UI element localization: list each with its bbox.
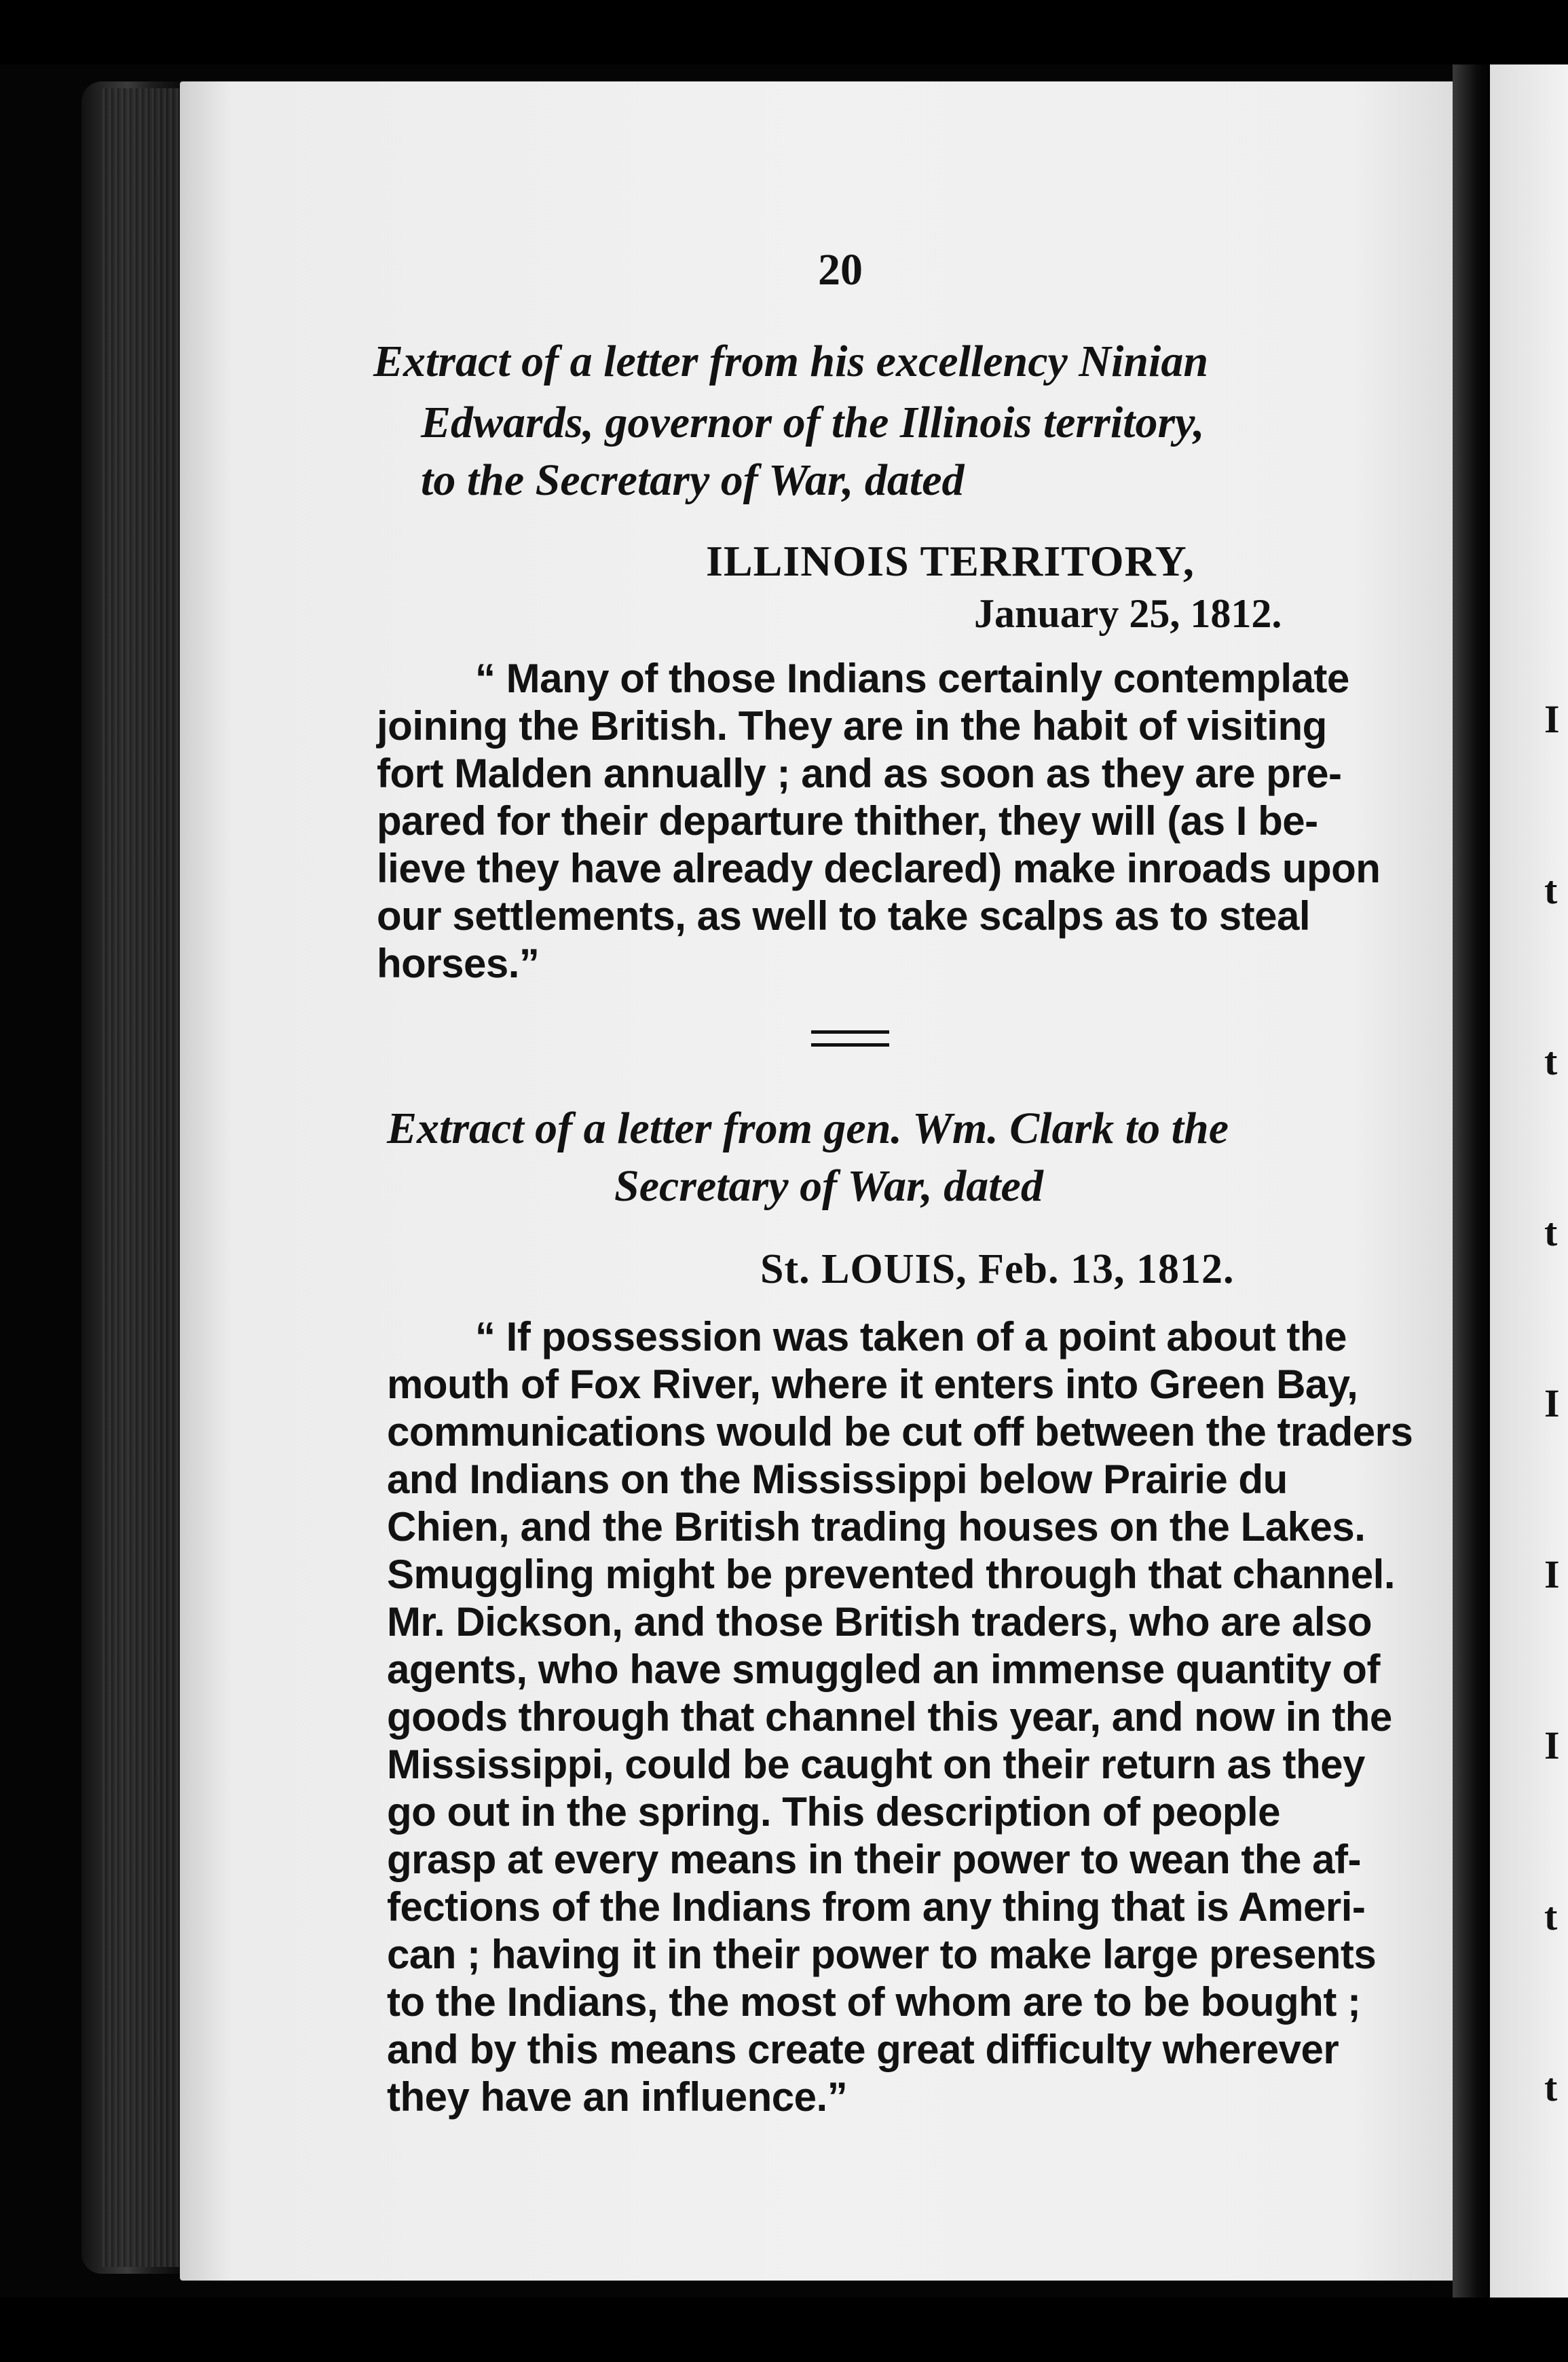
- facing-glyph: t: [1544, 868, 1558, 912]
- facing-glyph: I: [1544, 697, 1560, 741]
- extract2-heading-line: Extract of a letter from gen. Wm. Clark to the: [387, 1104, 1229, 1153]
- extract1-body-line: pared for their departure thither, they will (as I be-: [377, 798, 1318, 844]
- facing-glyph: t: [1544, 1210, 1558, 1254]
- extract2-place-date: St. LOUIS, Feb. 13, 1812.: [760, 1246, 1235, 1292]
- extract2-body-line: communications would be cut off between the traders: [387, 1409, 1413, 1455]
- page-number: 20: [818, 245, 863, 295]
- extract2-body-line: grasp at every means in their power to wean the af-: [387, 1837, 1361, 1882]
- extract1-body-line: joining the British. They are in the habit of visiting: [377, 703, 1327, 749]
- extract2-body-line: Mr. Dickson, and those British traders, who are also: [387, 1599, 1373, 1645]
- extract2-body-line: mouth of Fox River, where it enters into Green Bay,: [387, 1362, 1358, 1407]
- extract1-body-line: “ Many of those Indians certainly contemplate: [475, 656, 1349, 701]
- extract2-body-line: goods through that channel this year, and now in the: [387, 1694, 1392, 1740]
- extract2-body-line: “ If possession was taken of a point about the: [475, 1314, 1347, 1360]
- section-divider: [811, 1030, 889, 1047]
- extract1-body-line: fort Malden annually ; and as soon as they are pre-: [377, 751, 1342, 796]
- facing-glyph: t: [1544, 2065, 1558, 2110]
- facing-glyph: I: [1544, 1552, 1560, 1596]
- extract2-body-line: fections of the Indians from any thing that is Ameri-: [387, 1884, 1366, 1930]
- extract2-heading-line: Secretary of War, dated: [614, 1161, 1043, 1211]
- extract2-body-line: go out in the spring. This description of people: [387, 1789, 1280, 1835]
- facing-glyph: I: [1544, 1381, 1560, 1425]
- facing-glyph: I: [1544, 1723, 1560, 1767]
- extract2-body-line: agents, who have smuggled an immense quantity of: [387, 1647, 1380, 1692]
- extract1-place: ILLINOIS TERRITORY,: [706, 537, 1195, 585]
- extract2-body-line: Chien, and the British trading houses on the Lakes.: [387, 1504, 1366, 1550]
- extract1-heading-line: to the Secretary of War, dated: [421, 455, 965, 505]
- extract2-body-line: they have an influence.”: [387, 2074, 848, 2120]
- extract2-body-line: Smuggling might be prevented through that channel.: [387, 1552, 1396, 1597]
- facing-glyph: t: [1544, 1894, 1558, 1938]
- extract2-body-line: and by this means create great difficulty wherever: [387, 2027, 1339, 2072]
- extract1-heading-line: Edwards, governor of the Illinois territory,: [421, 398, 1205, 447]
- extract1-date: January 25, 1812.: [974, 591, 1282, 636]
- extract1-heading-line: Extract of a letter from his excellency Ninian: [373, 337, 1209, 386]
- extract2-body-line: to the Indians, the most of whom are to be bought ;: [387, 1979, 1361, 2025]
- extract1-body-line: our settlements, as well to take scalps as to steal: [377, 893, 1311, 939]
- extract2-body-line: Mississippi, could be caught on their return as they: [387, 1742, 1365, 1787]
- extract2-body-line: and Indians on the Mississippi below Prairie du: [387, 1457, 1288, 1502]
- extract2-body-line: can ; having it in their power to make large presents: [387, 1932, 1377, 1977]
- extract1-body-line: lieve they have already declared) make inroads upon: [377, 846, 1381, 891]
- facing-glyph: t: [1544, 1039, 1558, 1083]
- extract1-body-line: horses.”: [377, 941, 540, 986]
